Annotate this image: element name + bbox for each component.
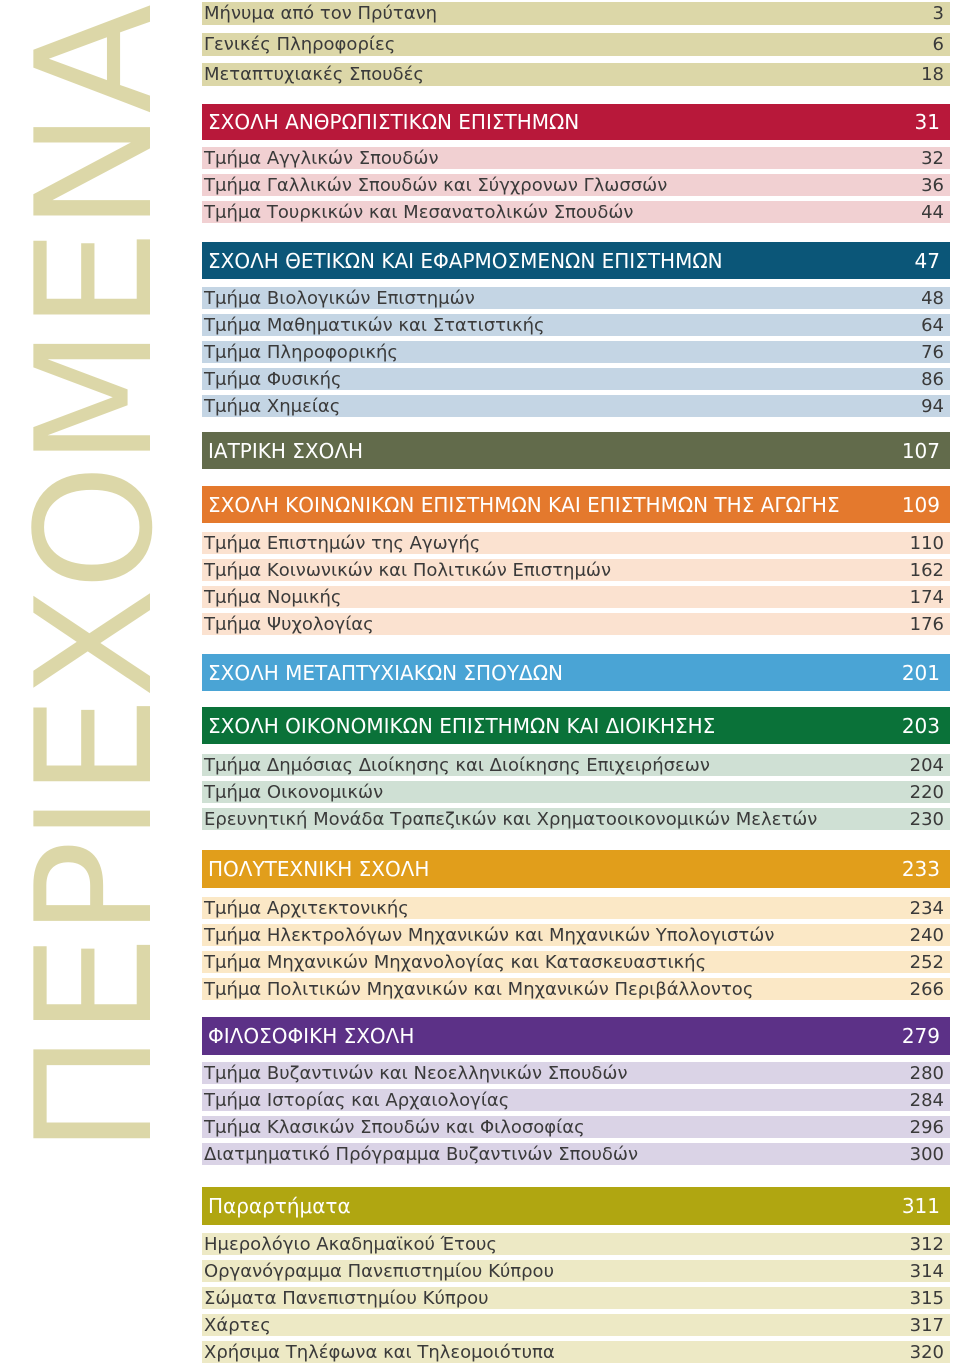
toc-entry bbox=[202, 287, 950, 309]
toc-entry bbox=[202, 368, 950, 390]
toc-section-header bbox=[202, 432, 950, 469]
toc-section-header bbox=[202, 104, 950, 140]
toc-section-header bbox=[202, 1017, 950, 1055]
table-of-contents bbox=[202, 0, 950, 1366]
toc-label: Τμήμα Ηλεκτρολόγων Μηχανικών και Μηχανικών Υπολογιστών bbox=[204, 924, 775, 946]
toc-section-header bbox=[202, 654, 950, 691]
toc-label: ΣΧΟΛΗ ΚΟΙΝΩΝΙΚΩΝ ΕΠΙΣΤΗΜΩΝ ΚΑΙ ΕΠΙΣΤΗΜΩΝ ΤΗΣ ΑΓΩΓΗΣ bbox=[208, 492, 840, 517]
toc-page-number: 230 bbox=[909, 808, 944, 830]
toc-page-number: 109 bbox=[901, 492, 940, 517]
toc-label: Χάρτες bbox=[204, 1314, 271, 1336]
toc-label: Τμήμα Δημόσιας Διοίκησης και Διοίκησης Επιχειρήσεων bbox=[204, 754, 710, 776]
toc-entry bbox=[202, 897, 950, 919]
toc-page-number: 320 bbox=[909, 1341, 944, 1363]
toc-section-header bbox=[202, 707, 950, 744]
toc-entry bbox=[202, 978, 950, 1000]
toc-label: Τμήμα Πληροφορικής bbox=[204, 341, 398, 363]
toc-label: Χρήσιμα Τηλέφωνα και Τηλεομοιότυπα bbox=[204, 1341, 555, 1363]
toc-entry bbox=[202, 1260, 950, 1282]
toc-entry bbox=[202, 1341, 950, 1363]
toc-entry bbox=[202, 2, 950, 25]
toc-page-number: 44 bbox=[921, 201, 944, 223]
toc-page-number: 280 bbox=[909, 1062, 944, 1084]
toc-label: Τμήμα Βιολογικών Επιστημών bbox=[204, 287, 475, 309]
toc-label: Μήνυμα από τον Πρύτανη bbox=[204, 3, 438, 24]
toc-entry bbox=[202, 1314, 950, 1336]
toc-page-number: 296 bbox=[909, 1116, 944, 1138]
toc-label: Τμήμα Κοινωνικών και Πολιτικών Επιστημών bbox=[204, 559, 612, 581]
toc-label: Τμήμα Οικονομικών bbox=[204, 781, 384, 803]
toc-page-number: 203 bbox=[901, 713, 940, 738]
toc-page-number: 201 bbox=[901, 660, 940, 685]
page-title: ΠΕΡΙΕΧΟΜΕΝΑ bbox=[1, 6, 188, 1154]
toc-page-number: 107 bbox=[901, 438, 940, 463]
toc-page-number: 36 bbox=[921, 174, 944, 196]
toc-label: Τμήμα Κλασικών Σπουδών και Φιλοσοφίας bbox=[204, 1116, 585, 1138]
toc-page-number: 162 bbox=[909, 559, 944, 581]
toc-label: Τμήμα Ιστορίας και Αρχαιολογίας bbox=[204, 1089, 510, 1111]
toc-label: Παραρτήματα bbox=[208, 1194, 351, 1218]
toc-label: ΣΧΟΛΗ ΘΕΤΙΚΩΝ ΚΑΙ ΕΦΑΡΜΟΣΜΕΝΩΝ ΕΠΙΣΤΗΜΩΝ bbox=[208, 248, 723, 273]
toc-page-number: 300 bbox=[909, 1143, 944, 1165]
toc-page-number: 233 bbox=[901, 857, 940, 881]
toc-entry bbox=[202, 341, 950, 363]
toc-page-number: 64 bbox=[921, 314, 944, 336]
toc-label: Τμήμα Πολιτικών Μηχανικών και Μηχανικών Περιβάλλοντος bbox=[204, 978, 754, 1000]
toc-entry bbox=[202, 1287, 950, 1309]
toc-entry bbox=[202, 586, 950, 608]
toc-label: Τμήμα Τουρκικών και Μεσανατολικών Σπουδών bbox=[204, 201, 634, 223]
toc-page-number: 240 bbox=[909, 924, 944, 946]
toc-page-number: 312 bbox=[909, 1233, 944, 1255]
toc-label: Τμήμα Αγγλικών Σπουδών bbox=[204, 147, 439, 169]
toc-entry bbox=[202, 532, 950, 554]
toc-entry bbox=[202, 1233, 950, 1255]
toc-label: Τμήμα Ψυχολογίας bbox=[204, 613, 374, 635]
toc-label: Γενικές Πληροφορίες bbox=[204, 34, 396, 55]
toc-section-header bbox=[202, 242, 950, 279]
toc-page-number: 311 bbox=[901, 1194, 940, 1218]
toc-label: Τμήμα Βυζαντινών και Νεοελληνικών Σπουδών bbox=[204, 1062, 628, 1084]
toc-page-number: 18 bbox=[921, 64, 944, 85]
toc-label: Ερευνητική Μονάδα Τραπεζικών και Χρηματοοικονομικών Μελετών bbox=[204, 808, 818, 830]
toc-entry bbox=[202, 559, 950, 581]
toc-label: ΣΧΟΛΗ ΑΝΘΡΩΠΙΣΤΙΚΩΝ ΕΠΙΣΤΗΜΩΝ bbox=[208, 110, 580, 134]
toc-entry bbox=[202, 1089, 950, 1111]
toc-entry bbox=[202, 395, 950, 417]
toc-entry bbox=[202, 924, 950, 946]
toc-page-number: 47 bbox=[914, 248, 940, 273]
toc-label: Τμήμα Αρχιτεκτονικής bbox=[204, 897, 409, 919]
toc-entry bbox=[202, 174, 950, 196]
toc-page-number: 6 bbox=[932, 34, 944, 55]
toc-entry bbox=[202, 1143, 950, 1165]
toc-page-number: 314 bbox=[909, 1260, 944, 1282]
toc-page-number: 86 bbox=[921, 368, 944, 390]
toc-page-number: 3 bbox=[932, 3, 944, 24]
toc-page-number: 279 bbox=[901, 1024, 940, 1048]
toc-entry bbox=[202, 147, 950, 169]
toc-page-number: 284 bbox=[909, 1089, 944, 1111]
toc-page-number: 32 bbox=[921, 147, 944, 169]
toc-label: ΦΙΛΟΣΟΦΙΚΗ ΣΧΟΛΗ bbox=[208, 1024, 415, 1048]
toc-label: Τμήμα Γαλλικών Σπουδών και Σύγχρονων Γλωσσών bbox=[204, 174, 668, 196]
toc-page-number: 174 bbox=[909, 586, 944, 608]
toc-entry bbox=[202, 1116, 950, 1138]
toc-page-number: 176 bbox=[909, 613, 944, 635]
toc-entry bbox=[202, 63, 950, 86]
toc-label: ΣΧΟΛΗ ΜΕΤΑΠΤΥΧΙΑΚΩΝ ΣΠΟΥΔΩΝ bbox=[208, 660, 563, 685]
toc-page-number: 234 bbox=[909, 897, 944, 919]
toc-page-number: 204 bbox=[909, 754, 944, 776]
toc-page-number: 76 bbox=[921, 341, 944, 363]
toc-page-number: 317 bbox=[909, 1314, 944, 1336]
toc-page-number: 110 bbox=[909, 532, 944, 554]
toc-entry bbox=[202, 808, 950, 830]
toc-label: Τμήμα Επιστημών της Αγωγής bbox=[204, 532, 481, 554]
toc-entry bbox=[202, 1062, 950, 1084]
toc-section-header bbox=[202, 850, 950, 888]
toc-label: Ημερολόγιο Ακαδημαϊκού Έτους bbox=[204, 1233, 497, 1255]
toc-label: Διατμηματικό Πρόγραμμα Βυζαντινών Σπουδών bbox=[204, 1143, 639, 1165]
toc-entry bbox=[202, 33, 950, 56]
toc-entry bbox=[202, 951, 950, 973]
toc-page-number: 48 bbox=[921, 287, 944, 309]
toc-section-header bbox=[202, 486, 950, 523]
toc-page-number: 266 bbox=[909, 978, 944, 1000]
sidebar bbox=[0, 0, 190, 1366]
toc-label: Τμήμα Μηχανικών Μηχανολογίας και Κατασκευαστικής bbox=[204, 951, 707, 973]
toc-label: Τμήμα Μαθηματικών και Στατιστικής bbox=[204, 314, 545, 336]
toc-page-number: 31 bbox=[914, 110, 940, 134]
toc-label: Τμήμα Νομικής bbox=[204, 586, 342, 608]
toc-label: Σώματα Πανεπιστημίου Κύπρου bbox=[204, 1287, 489, 1309]
toc-label: Μεταπτυχιακές Σπουδές bbox=[204, 64, 424, 85]
toc-entry bbox=[202, 781, 950, 803]
toc-label: ΣΧΟΛΗ ΟΙΚΟΝΟΜΙΚΩΝ ΕΠΙΣΤΗΜΩΝ ΚΑΙ ΔΙΟΙΚΗΣΗΣ bbox=[208, 713, 716, 738]
toc-page-number: 94 bbox=[921, 395, 944, 417]
toc-entry bbox=[202, 314, 950, 336]
toc-label: Τμήμα Χημείας bbox=[204, 395, 341, 417]
toc-section-header bbox=[202, 1187, 950, 1225]
toc-label: Τμήμα Φυσικής bbox=[204, 368, 342, 390]
toc-page-number: 315 bbox=[909, 1287, 944, 1309]
toc-page-number: 220 bbox=[909, 781, 944, 803]
toc-entry bbox=[202, 613, 950, 635]
toc-label: ΠΟΛΥΤΕΧΝΙΚΗ ΣΧΟΛΗ bbox=[208, 857, 430, 881]
toc-label: Οργανόγραμμα Πανεπιστημίου Κύπρου bbox=[204, 1260, 554, 1282]
toc-label: ΙΑΤΡΙΚΗ ΣΧΟΛΗ bbox=[208, 438, 364, 463]
toc-entry bbox=[202, 754, 950, 776]
toc-page-number: 252 bbox=[909, 951, 944, 973]
toc-entry bbox=[202, 201, 950, 223]
